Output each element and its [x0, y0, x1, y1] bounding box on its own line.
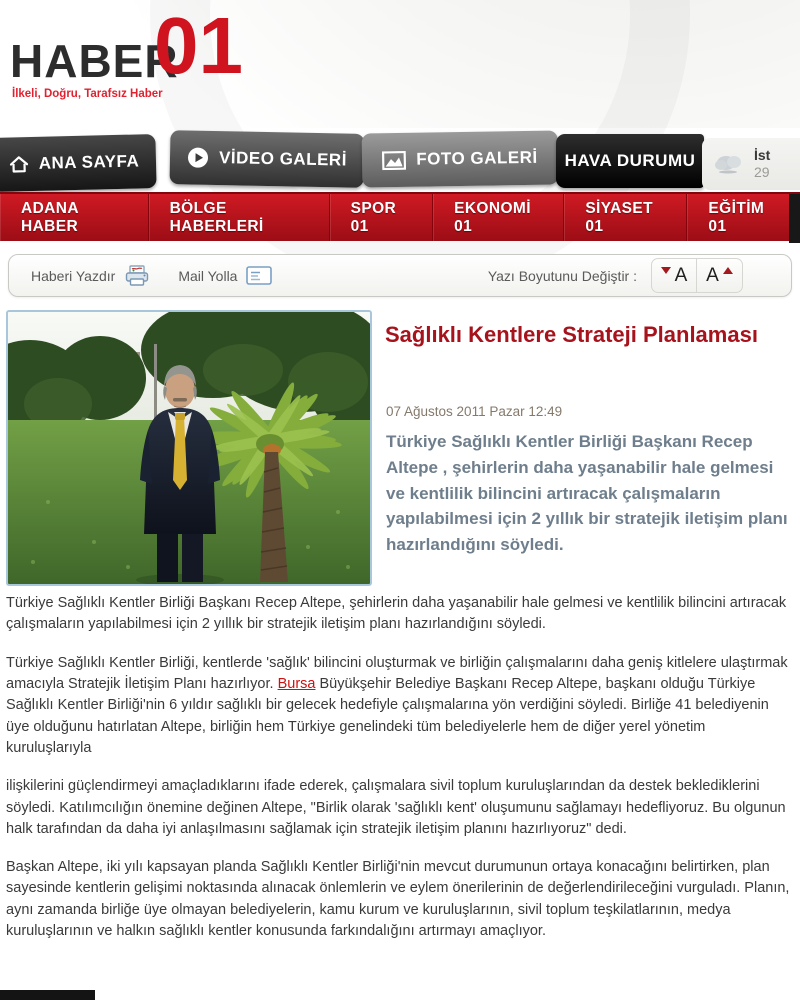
logo-text-haber: HABER: [10, 35, 179, 87]
article-paragraph-1: Türkiye Sağlıklı Kentler Birliği Başkanı Recep Altepe, şehirlerin daha yaşanabilir hale gelmesi ve kentlilik bilincini artıracak çalışmaların yapılabilmesi için 2 yıllık bir stratejik iletişim planı hazırlandığını söyledi.: [6, 595, 787, 633]
mail-link[interactable]: Mail Yolla: [178, 267, 238, 284]
tab-label: FOTO GALERİ: [416, 147, 538, 169]
tab-label: VİDEO GALERİ: [218, 148, 348, 170]
menu-item-egitim-01[interactable]: EĞİTİM 01: [687, 194, 800, 241]
weather-widget[interactable]: [702, 138, 800, 190]
menu-item-bolge-haberleri[interactable]: BÖLGE HABERLERİ: [149, 194, 330, 241]
article-summary: Türkiye Sağlıklı Kentler Birliği Başkanı Recep Altepe , şehirlerin daha yaşanabilir hale gelmesi ve kentlilik bilincini artıracak çalışmaların yapılabilmesi için 2 yıllık bir stratejik iletişim planı hazırlandığını söyledi.: [386, 432, 788, 555]
article-date: 07 Ağustos 2011 Pazar 12:49: [386, 404, 563, 419]
menu-item-spor-01[interactable]: SPOR 01: [330, 194, 433, 241]
menu-item-siyaset-01[interactable]: SİYASET 01: [564, 194, 687, 241]
site-logo[interactable]: [8, 1, 243, 115]
triangle-up-icon: [723, 267, 733, 274]
bursa-link[interactable]: Bursa: [277, 675, 316, 692]
printer-icon[interactable]: [124, 265, 150, 287]
menu-item-ekonomi-01[interactable]: EKONOMİ 01: [433, 194, 564, 241]
weather-city: İst: [754, 147, 771, 164]
article-photo: [6, 310, 372, 586]
font-size-label: Yazı Boyutunu Değiştir :: [487, 267, 637, 284]
play-icon: [187, 146, 209, 168]
photo-icon: [382, 150, 406, 169]
tab-video-galeri[interactable]: [169, 130, 364, 188]
font-increase-button[interactable]: A: [697, 258, 743, 293]
logo-tagline: İlkeli, Doğru, Tarafsız Haber: [12, 88, 163, 100]
cloud-icon: [712, 150, 746, 179]
font-decrease-button[interactable]: A: [651, 258, 697, 293]
font-size-controls: [651, 258, 743, 293]
article-paragraph-4: Başkan Altepe, iki yılı kapsayan planda Sağlıklı Kentler Birliği'nin mevcut durumunun ortaya konacağını belirtirken, plan sayesinde kentlerin gelişimi noktasında alınacak önlemlerin ve eylem önerilerinin de değerlendirileceğini vurguladı. Planın, aynı zamanda birliğe üye olmayan belediyelerin, kamu kurum ve kuruluşlarının, sivil toplum teşkilatlarının, medya kuruluşlarının ve halkın sağlıklı kentler konusunda farkındalığını artırmayı amaçlıyor.: [6, 859, 790, 940]
tab-bar: [0, 126, 800, 192]
menu-item-adana-haber[interactable]: ADANA HABER: [0, 194, 149, 241]
tab-label: HAVA DURUMU: [564, 151, 696, 170]
menu-bar-cutoff-edge: [789, 194, 800, 243]
tab-foto-galeri[interactable]: [362, 130, 559, 187]
tab-ana-sayfa[interactable]: [0, 134, 157, 192]
home-icon: [9, 155, 29, 173]
tab-hava-durumu[interactable]: [556, 134, 704, 188]
tab-label: ANA SAYFA: [38, 151, 140, 173]
article-toolbar: [8, 254, 792, 297]
print-link[interactable]: Haberi Yazdır: [31, 267, 116, 284]
bottom-edge-bar: [0, 990, 95, 1000]
article-title: Sağlıklı Kentlere Strateji Planlaması: [385, 322, 758, 347]
article-paragraph-2: Türkiye Sağlıklı Kentler Birliği, kentlerde 'sağlık' bilincini oluşturmak ve birliğin çalışmalarını daha geniş kitlelere ulaştırmak amacıyla Stratejik İletişim Planı hazırlıyor. Bursa Büyükşehir Belediye Başkanı Recep Altepe, başkanı olduğu Türkiye Sağlıklı Kentler Birliği'nin 6 yıldır sağlıklı bir gelecek hedefiyle çalışmalarına yön verdiğini söyledi. Birliğe 41 belediyenin üye olduğunu hatırlatan Altepe, birliğin hem Türkiye genelindeki tüm belediyelerle hem de diğer yerel yönetim kuruluşlarıyla: [6, 654, 788, 756]
weather-temp: 29: [754, 164, 770, 180]
site-header: [0, 0, 800, 128]
triangle-down-icon: [661, 267, 671, 274]
article-paragraph-3: ilişkilerini güçlendirmeyi amaçladıklarını ifade ederek, çalışmalara sivil toplum kuruluşlarından da destek beklediklerini söyledi. Katılımcılığın önemine değinen Altepe, "Birlik olarak 'sağlıklı kent' oluşumunu sağlamayı hedefliyoruz. Bu olgunun halk tarafından da daha iyi anlaşılmasını sağlamak için stratejik iletişim planını hazırlıyoruz" dedi.: [6, 778, 786, 837]
logo-text-01: 01: [154, 1, 243, 90]
main-menu-bar: [0, 192, 800, 241]
mail-icon[interactable]: [246, 266, 272, 285]
article-body: [6, 593, 794, 959]
